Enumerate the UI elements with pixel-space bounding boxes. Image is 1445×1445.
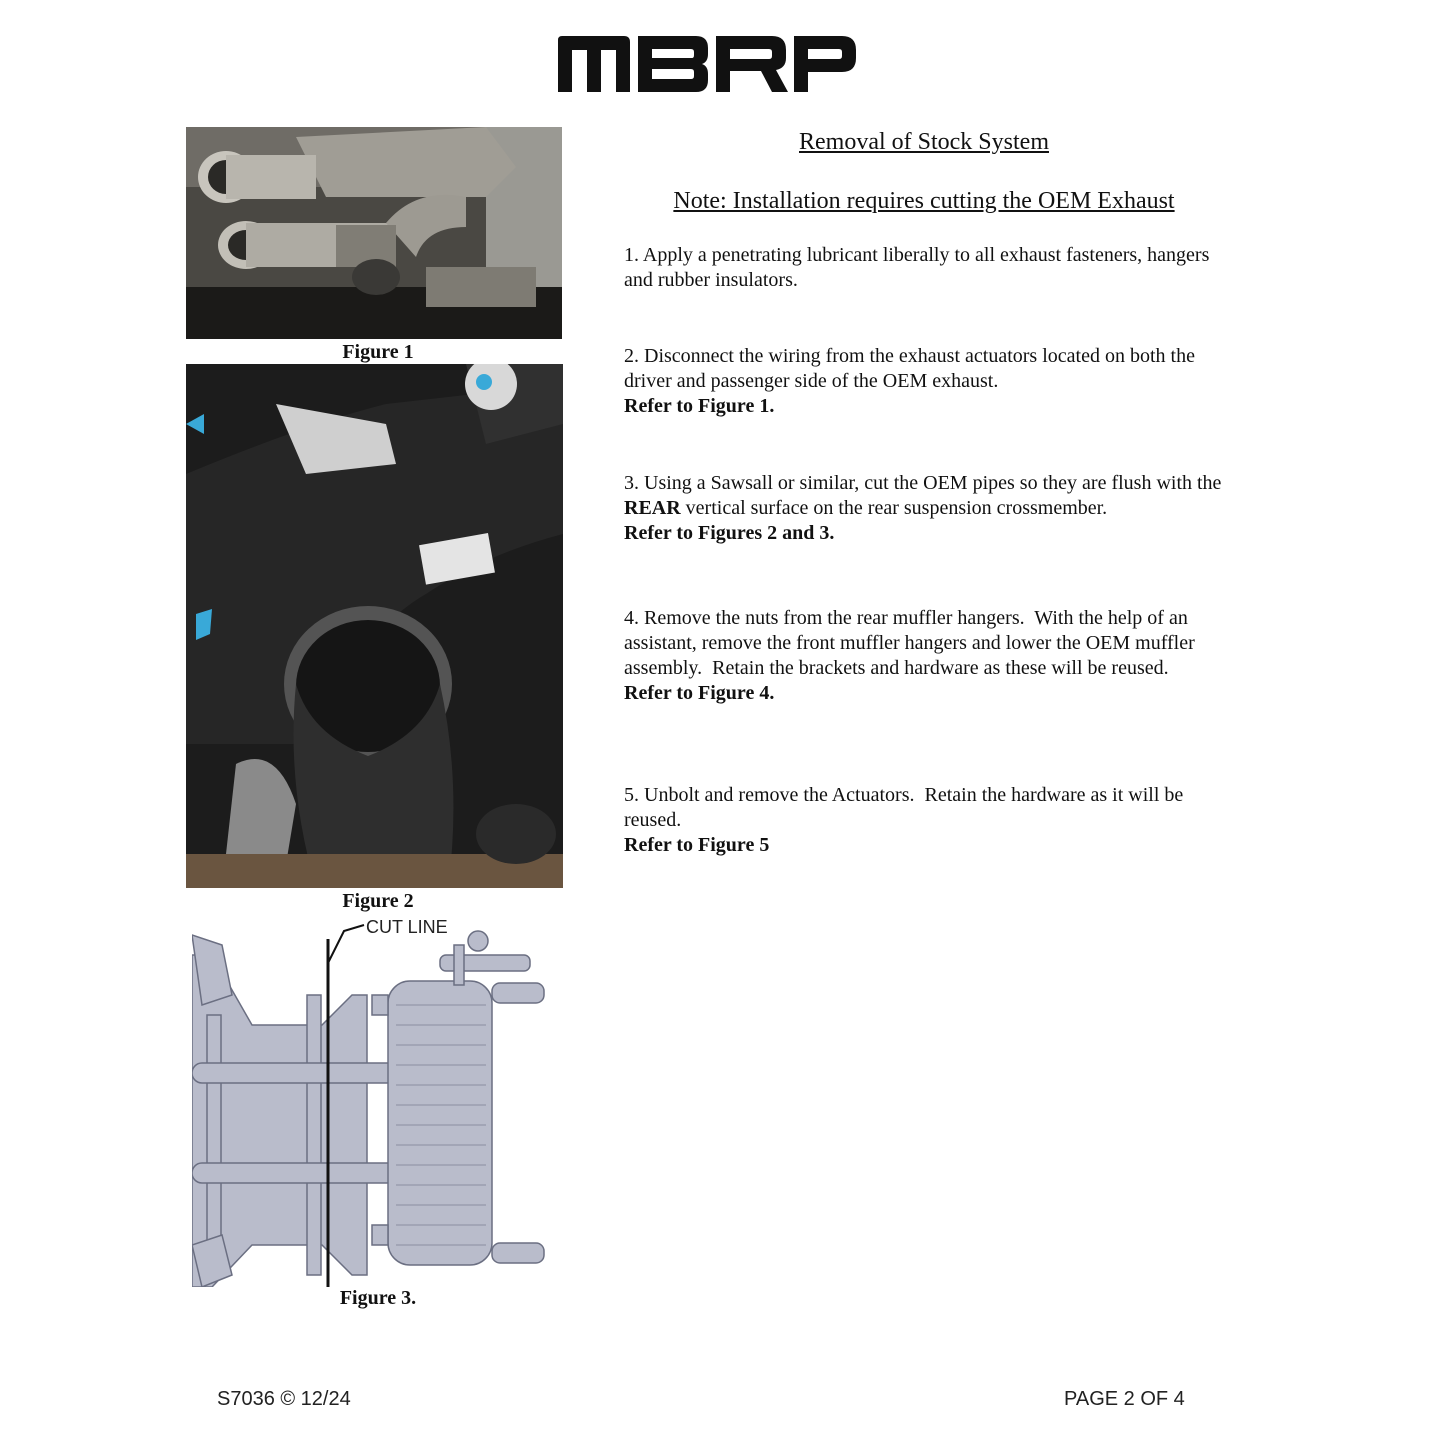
step-1 bbox=[624, 243, 1224, 293]
step-3 bbox=[624, 471, 1224, 546]
document-code: S7036 © 12/24 bbox=[217, 1388, 351, 1410]
figure-3-caption: Figure 3. bbox=[339, 1287, 417, 1309]
figure-3-diagram bbox=[192, 915, 557, 1287]
step-2-ref: Refer to Figure 1. bbox=[624, 395, 775, 417]
step-5-text: 5. Unbolt and remove the Actuators. Retain the hardware as it will be reused. bbox=[624, 784, 1189, 831]
step-2-text: 2. Disconnect the wiring from the exhaust actuators located on both the driver and passenger side of the OEM exhaust. bbox=[624, 345, 1195, 392]
step-3-post: vertical surface on the rear suspension crossmember. bbox=[680, 497, 1108, 519]
figure-1-photo bbox=[186, 127, 562, 339]
step-3-ref: Refer to Figures 2 and 3. bbox=[624, 522, 835, 544]
figure-2-caption: Figure 2 bbox=[342, 890, 414, 912]
step-5 bbox=[624, 783, 1224, 858]
figure-2-photo bbox=[186, 364, 563, 888]
step-1-text: 1. Apply a penetrating lubricant liberally to all exhaust fasteners, hangers and rubber insulators. bbox=[624, 244, 1210, 291]
cut-line-label: CUT LINE bbox=[366, 917, 448, 937]
step-3-text bbox=[624, 471, 1224, 521]
section-title: Removal of Stock System bbox=[799, 129, 1049, 155]
step-5-ref: Refer to Figure 5 bbox=[624, 834, 770, 856]
note-title: Note: Installation requires cutting the OEM Exhaust bbox=[673, 188, 1175, 214]
step-2 bbox=[624, 344, 1224, 419]
figure-1-caption: Figure 1 bbox=[342, 341, 414, 363]
page-number: PAGE 2 OF 4 bbox=[1064, 1388, 1185, 1410]
step-3-emphasis: REAR bbox=[624, 497, 681, 519]
step-4-text: 4. Remove the nuts from the rear muffler hangers. With the help of an assistant, remove the front muffler hangers and lower the OEM muffler assembly. Retain the brackets and hardware as these will be reused. bbox=[624, 607, 1200, 679]
step-4-ref: Refer to Figure 4. bbox=[624, 682, 775, 704]
mbrp-logo bbox=[558, 34, 856, 94]
step-3-pre: 3. Using a Sawsall or similar, cut the OEM pipes so they are flush with the bbox=[624, 472, 1222, 494]
step-4 bbox=[624, 606, 1224, 706]
